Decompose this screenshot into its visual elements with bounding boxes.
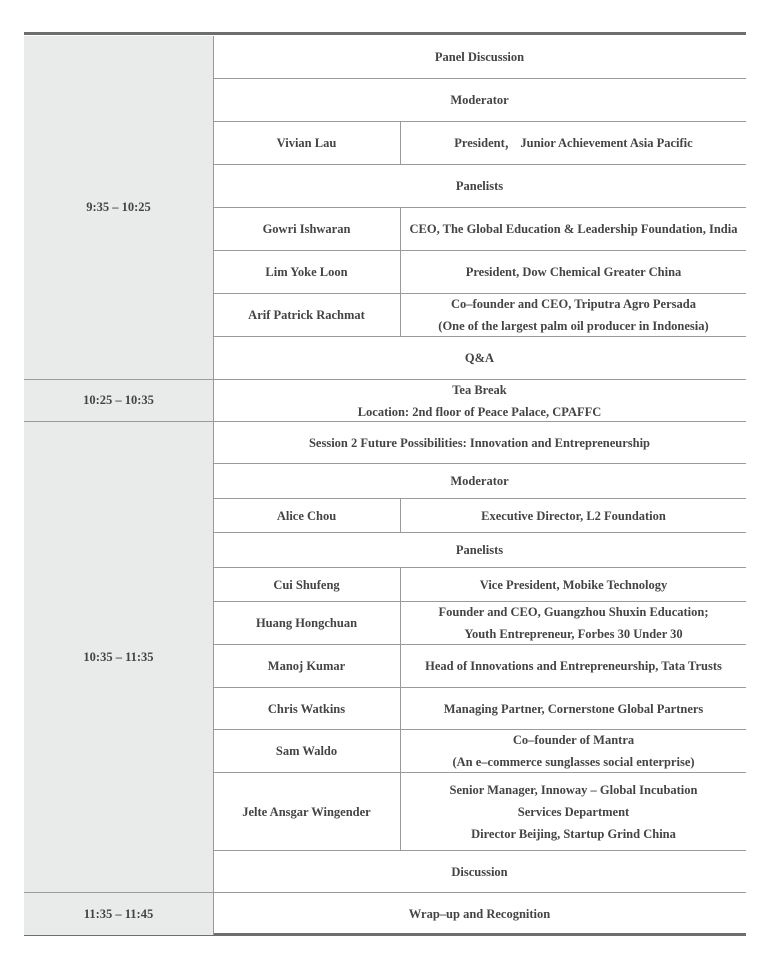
role-line: Managing Partner, Cornerstone Global Partners <box>443 701 704 716</box>
agenda-row <box>213 422 746 464</box>
speaker-name: Lim Yoke Loon <box>265 265 348 279</box>
agenda-item <box>213 851 746 892</box>
role-line: Founder and CEO, Guangzhou Shuxin Education; <box>438 605 709 619</box>
speaker-name: Chris Watkins <box>267 701 346 716</box>
speaker-role <box>400 730 746 772</box>
agenda-line: Tea Break <box>452 382 507 397</box>
agenda-row <box>213 36 746 79</box>
speaker-role <box>400 773 746 850</box>
agenda-table <box>24 32 746 936</box>
agenda-row <box>213 337 746 380</box>
agenda-row <box>213 499 746 533</box>
role-line: CEO, The Global Education & Leadership Foundation, India <box>409 222 738 236</box>
agenda-line: Panel Discussion <box>434 50 525 64</box>
agenda-line: Session 2 Future Possibilities: Innovation and Entrepreneurship <box>308 435 651 450</box>
agenda-row <box>213 165 746 208</box>
agenda-line: Moderator <box>450 93 509 107</box>
speaker-role <box>400 645 746 687</box>
role-line: President， Junior Achievement Asia Pacific <box>454 136 693 150</box>
role-line: Head of Innovations and Entrepreneurship, Tata Trusts <box>425 659 722 673</box>
role-line: Co–founder and CEO, Triputra Agro Persada <box>451 297 696 311</box>
speaker-role <box>400 294 746 336</box>
agenda-row <box>213 79 746 122</box>
agenda-item <box>213 464 746 498</box>
agenda-item <box>213 422 746 463</box>
agenda-line: Discussion <box>451 864 508 879</box>
role-line: President, Dow Chemical Greater China <box>465 265 682 279</box>
agenda-line: Panelists <box>455 543 504 557</box>
agenda-line: Moderator <box>450 474 509 488</box>
agenda-line: Location: 2nd floor of Peace Palace, CPAFFC <box>357 404 602 419</box>
agenda-row <box>213 533 746 568</box>
speaker-name: Arif Patrick Rachmat <box>248 308 365 322</box>
speaker-name: Jelte Ansgar Wingender <box>242 804 371 819</box>
agenda-item <box>213 165 746 207</box>
speaker-name: Manoj Kumar <box>267 659 346 673</box>
speaker-role <box>400 602 746 644</box>
speaker-name: Sam Waldo <box>275 744 338 758</box>
speaker-role <box>400 688 746 729</box>
agenda-line: Q&A <box>464 351 495 365</box>
time-slot: 9:35 – 10:25 <box>24 36 213 380</box>
agenda-item <box>213 337 746 379</box>
time-slot: 10:35 – 11:35 <box>24 422 213 893</box>
role-line: Senior Manager, Innoway – Global Incubation <box>449 782 698 797</box>
time-slot: 11:35 – 11:45 <box>24 893 213 935</box>
role-line: (One of the largest palm oil producer in Indonesia) <box>438 319 709 333</box>
agenda-row <box>213 773 746 851</box>
agenda-row <box>213 851 746 893</box>
agenda-item <box>213 79 746 121</box>
agenda-line: Wrap–up and Recognition <box>408 907 551 921</box>
agenda-row <box>213 688 746 730</box>
agenda-item <box>213 533 746 567</box>
speaker-name: Gowri Ishwaran <box>262 222 351 236</box>
role-line: Youth Entrepreneur, Forbes 30 Under 30 <box>464 627 683 641</box>
agenda-row <box>213 122 746 165</box>
agenda-row <box>213 464 746 499</box>
agenda-row <box>213 893 746 935</box>
speaker-role <box>400 499 746 532</box>
agenda-row <box>213 568 746 602</box>
agenda-row <box>213 730 746 773</box>
role-line: Executive Director, L2 Foundation <box>481 508 666 523</box>
role-line: (An e–commerce sunglasses social enterprise) <box>452 755 695 769</box>
agenda-item <box>213 36 746 78</box>
agenda-row <box>213 251 746 294</box>
role-line: Co–founder of Mantra <box>512 733 635 747</box>
agenda-row <box>213 645 746 688</box>
role-line: Director Beijing, Startup Grind China <box>471 826 676 841</box>
agenda-row <box>213 208 746 251</box>
speaker-role <box>400 122 746 164</box>
speaker-name: Cui Shufeng <box>273 577 340 592</box>
speaker-name: Huang Hongchuan <box>255 616 358 630</box>
agenda-line: Panelists <box>455 179 504 193</box>
agenda-row <box>213 602 746 645</box>
agenda-item <box>213 380 746 421</box>
agenda-row <box>213 294 746 337</box>
agenda-item <box>213 893 746 935</box>
speaker-name: Alice Chou <box>276 508 337 523</box>
speaker-role <box>400 568 746 601</box>
time-slot: 10:25 – 10:35 <box>24 380 213 422</box>
role-line: Vice President, Mobike Technology <box>479 577 668 592</box>
speaker-role <box>400 251 746 293</box>
role-line: Services Department <box>517 804 630 819</box>
speaker-name: Vivian Lau <box>276 136 337 150</box>
speaker-role <box>400 208 746 250</box>
agenda-row <box>213 380 746 422</box>
